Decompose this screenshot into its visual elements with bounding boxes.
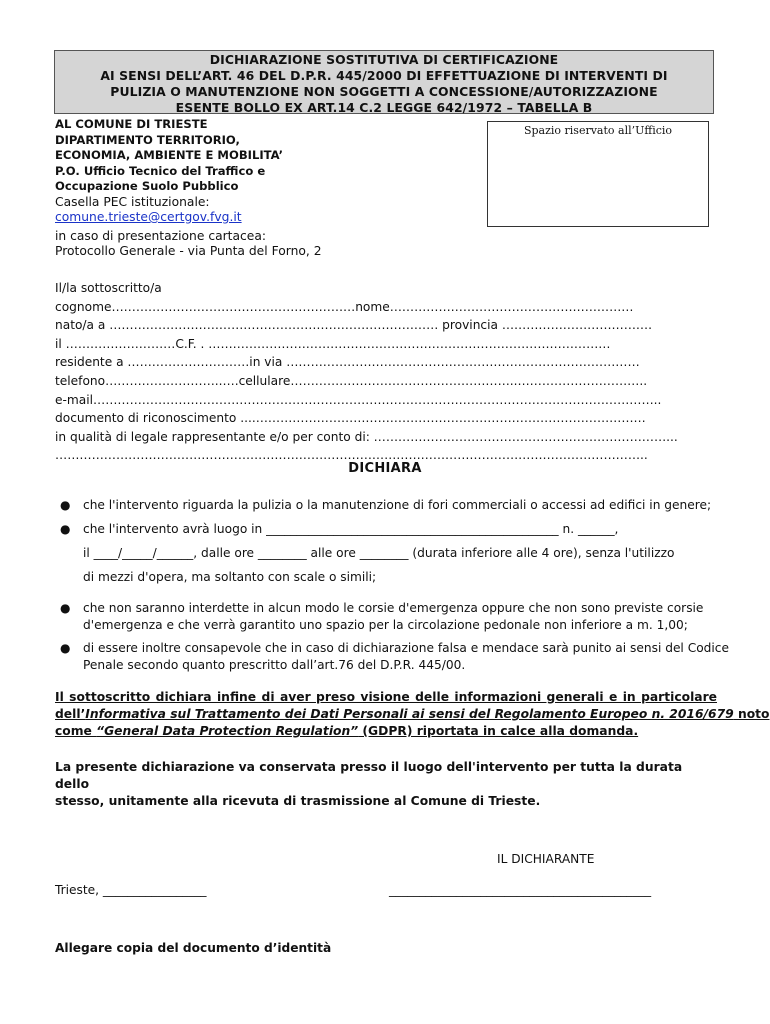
signatory-fields xyxy=(55,279,715,465)
bullet-text: d'emergenza e che verrà garantito uno spazio per la circolazione pedonale non inferiore a m. 1,00; xyxy=(83,618,688,632)
office-reserved-label: Spazio riservato all’Ufficio xyxy=(523,124,673,137)
gdpr-line-3: come “General Data Protection Regulation” (GDPR) riportata in calce alla domanda. xyxy=(55,724,639,738)
bullet-text: che l'intervento riguarda la pulizia o la manutenzione di fori commerciali o accessi ad edifici in genere; xyxy=(83,498,712,512)
conservation-line-1: La presente dichiarazione va conservata presso il luogo dell'intervento per tutta la durata dello xyxy=(55,760,683,791)
recipient-line-5: Occupazione Suolo Pubblico xyxy=(55,179,239,193)
signature-line[interactable]: ___________________________________________ xyxy=(389,883,652,897)
office-reserved-box xyxy=(487,121,709,227)
field-data-orari[interactable]: il ____/_____/______, dalle ore ________ alle ore ________ (durata inferiore alle 4 ore), senza l'utilizzo xyxy=(83,546,675,560)
bullet-icon: ● xyxy=(60,522,71,536)
title-line-4: ESENTE BOLLO EX ART.14 C.2 LEGGE 642/1972 – TABELLA B xyxy=(175,100,593,115)
signatory-intro: Il/la sottoscritto/a xyxy=(55,281,162,295)
recipient-line-2: DIPARTIMENTO TERRITORIO, xyxy=(55,132,240,147)
pec-label: Casella PEC istituzionale: xyxy=(55,194,210,209)
field-email[interactable]: e-mail………………………………………………………………………………………………………………………….. xyxy=(55,392,662,407)
bullet-text: che non saranno interdette in alcun modo le corsie d'emergenza oppure che non sono previste corsie xyxy=(83,601,704,615)
paper-submission-address: Protocollo Generale - via Punta del Forno, 2 xyxy=(55,244,322,258)
bullet-icon: ● xyxy=(60,601,71,615)
field-nato-provincia[interactable]: nato/a a ……………………………………………………………………… provincia ………………………………. xyxy=(55,318,652,333)
bullet-text: di essere inoltre consapevole che in caso di dichiarazione falsa e mendace sarà punito ai sensi del Codice xyxy=(83,641,729,655)
recipient-line-1: AL COMUNE DI TRIESTE xyxy=(55,117,208,131)
gdpr-regulation-name: “General Data Protection Regulation” xyxy=(96,724,359,738)
field-residenza[interactable]: residente a …………………………in via …………………………………………………………………………… xyxy=(55,355,640,370)
conservation-line-2: stesso, unitamente alla ricevuta di trasmissione al Comune di Trieste. xyxy=(55,794,541,808)
title-line-3: PULIZIA O MANUTENZIONE NON SOGGETTI A CONCESSIONE/AUTORIZZAZIONE xyxy=(110,84,658,99)
recipient-line-3: ECONOMIA, AMBIENTE E MOBILITA’ xyxy=(55,148,283,162)
gdpr-informativa-title: Informativa sul Trattamento dei Dati Personali ai sensi del Regolamento Europeo n. 2016/679 xyxy=(85,707,734,721)
dichiara-heading: DICHIARA xyxy=(348,461,422,476)
field-documento[interactable]: documento di riconoscimento ....…………………………………………………………………………………… xyxy=(55,411,646,426)
recipient-line-4: P.O. Ufficio Tecnico del Traffico e xyxy=(55,163,266,178)
field-cognome-nome[interactable]: cognome……………………………………………………nome…………………………………………………… xyxy=(55,299,634,314)
gdpr-line-2: dell’Informativa sul Trattamento dei Dati Personali ai sensi del Regolamento Europeo n. 2016/679 noto xyxy=(55,707,770,721)
field-telefono-cellulare[interactable]: telefono………………………..….cellulare………………………………………………..………………………….. xyxy=(55,373,648,388)
document-title-box xyxy=(54,50,714,114)
recipient-address xyxy=(55,117,322,260)
paper-submission-label: in caso di presentazione cartacea: xyxy=(55,228,267,243)
field-extra-line[interactable]: ……………………………………………………………………………………………………………………………….. xyxy=(55,448,648,463)
title-line-1: DICHIARAZIONE SOSTITUTIVA DI CERTIFICAZIONE xyxy=(209,52,559,67)
conservation-note xyxy=(55,759,717,810)
title-line-2: AI SENSI DELL’ART. 46 DEL D.P.R. 445/2000 DI EFFETTUAZIONE DI INTERVENTI DI xyxy=(100,68,668,83)
field-data-cf[interactable]: il ………………………C.F. . ……………………………………………………………………………………… xyxy=(55,336,611,351)
pec-email-link[interactable]: comune.trieste@certgov.fvg.it xyxy=(55,210,242,224)
gdpr-statement xyxy=(55,689,770,740)
bullet-text: Penale secondo quanto prescritto dall’art.76 del D.P.R. 445/00. xyxy=(83,658,466,672)
gdpr-line-1: Il sottoscritto dichiara infine di aver preso visione delle informazioni generali e in particolare xyxy=(55,690,717,704)
field-luogo-intervento[interactable]: che l'intervento avrà luogo in ________________________________________________ n. ______, xyxy=(83,522,619,536)
bullet-icon: ● xyxy=(60,641,71,655)
attachment-note: Allegare copia del documento d’identità xyxy=(55,941,332,955)
place-date-field[interactable]: Trieste, _________________ xyxy=(55,883,207,897)
declarant-label: IL DICHIARANTE xyxy=(497,852,595,866)
field-qualita[interactable]: in qualità di legale rappresentante e/o per conto di: ………………………………………………………………... xyxy=(55,429,678,444)
bullet-icon: ● xyxy=(60,498,71,512)
bullet-text: di mezzi d'opera, ma soltanto con scale o simili; xyxy=(83,570,377,584)
